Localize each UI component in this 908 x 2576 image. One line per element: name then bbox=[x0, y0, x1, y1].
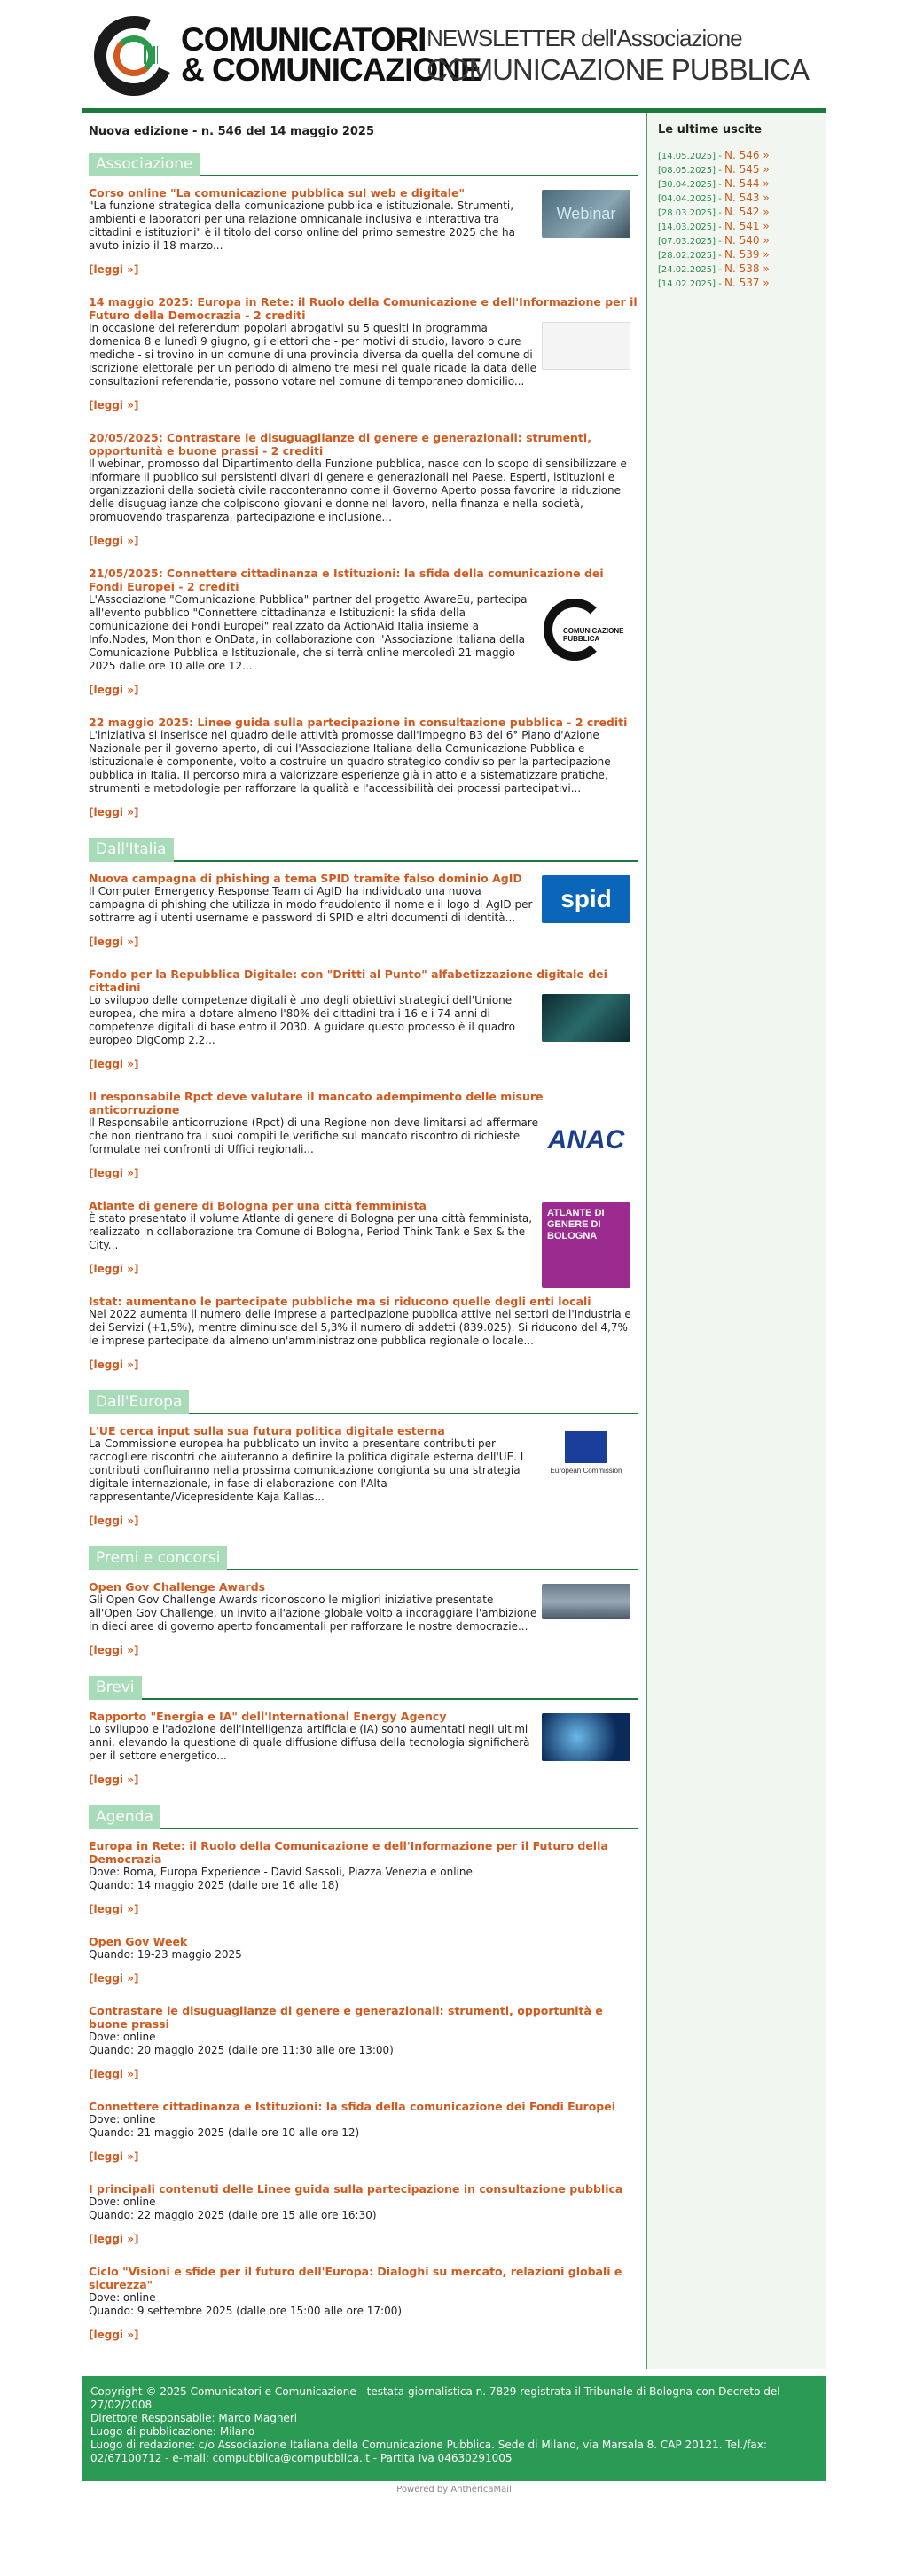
section-title: Agenda bbox=[89, 1805, 160, 1829]
article-title[interactable]: Corso online "La comunicazione pubblica sul web e digitale" bbox=[89, 186, 465, 200]
read-more-link[interactable]: [leggi »] bbox=[89, 1358, 139, 1371]
article-title[interactable]: Connettere cittadinanza e Istituzioni: la sfida della comunicazione dei Fondi Europei bbox=[89, 2100, 615, 2113]
article-title[interactable]: Ciclo "Visioni e sfide per il futuro dell'Europa: Dialoghi su mercato, relazioni globali e sicurezza" bbox=[89, 2265, 622, 2291]
read-more-link[interactable]: [leggi »] bbox=[89, 2329, 139, 2341]
issue-number[interactable]: N. 542 » bbox=[724, 206, 770, 218]
issue-link[interactable]: [14.05.2025] - N. 546 » bbox=[658, 149, 770, 161]
article-body: L'Associazione "Comunicazione Pubblica" partner del progetto AwareEu, partecipa all'evento pubblico "Connettere cittadinanza e Istituzioni: la sfida della comunicazione dei Fondi Europei" realizzato da ActionAid Italia insieme a Info.Nodes, Monithon e OnData, in collaborazione con l'Associazione Italiana della Comunicazione Pubblica e Istituzionale, che si terrà online mercoledì 21 maggio 2025 dalle ore 10 alle ore 12... bbox=[89, 593, 528, 672]
issue-number[interactable]: N. 538 » bbox=[724, 262, 770, 275]
section-premi-e-concorsi bbox=[89, 1546, 638, 1656]
issue-link[interactable]: [04.04.2025] - N. 543 » bbox=[658, 192, 770, 204]
header bbox=[82, 0, 826, 105]
article bbox=[89, 1295, 638, 1371]
footer-editorial-place: Luogo di redazione: c/o Associazione Italiana della Comunicazione Pubblica. Sede di Milano, via Marsala 8. CAP 20121. Tel./fax: 02/67100712 - e-mail: compubblica@compubblica.it - Partita Iva 04630291005 bbox=[90, 2439, 767, 2464]
atlante-image: ATLANTE DI GENERE DI BOLOGNA bbox=[542, 1202, 630, 1288]
newsletter bbox=[82, 0, 826, 2494]
article-body: Il webinar, promosso dal Dipartimento della Funzione pubblica, nasce con lo scopo di sensibilizzare e informare il pubblico sui persistenti divari di genere e generazionali nel Paese. Esperti, istituzioni e organizzazioni della società civile racconteranno come il Governo Aperto possa favorire la riduzione delle disuguaglianze che colpiscono giovani e donne nel lavoro, nella finanza e nella società, promuovendo trasparenza, partecipazione e inclusione... bbox=[89, 458, 627, 523]
article-title[interactable]: 20/05/2025: Contrastare le disuguaglianze di genere e generazionali: strumenti, opportunità e buone prassi - 2 crediti bbox=[89, 431, 591, 458]
article bbox=[89, 431, 638, 547]
comunicazione-pubblica-logo: COMUNICAZIONE PUBBLICA bbox=[542, 593, 630, 678]
issue-date: [14.05.2025] bbox=[658, 152, 716, 161]
read-more-link[interactable]: [leggi »] bbox=[89, 263, 139, 276]
section-associazione bbox=[89, 153, 638, 818]
article-title[interactable]: Istat: aumentano le partecipate pubbliche ma si riducono quelle degli enti locali bbox=[89, 1295, 591, 1308]
article bbox=[89, 1580, 638, 1656]
article bbox=[89, 716, 638, 818]
section-title: Dall'Europa bbox=[89, 1390, 189, 1414]
read-more-link[interactable]: [leggi »] bbox=[89, 2068, 139, 2080]
article-body: Lo sviluppo delle competenze digitali è uno degli obiettivi strategici dell'Unione europea, che mira a dotare almeno l'80% dei cittadini tra i 16 e i 74 anni di competenze digitali di base entro il 2030. A guidare questo processo è il quadro europeo DigComp 2.2... bbox=[89, 994, 515, 1046]
sidebar bbox=[647, 113, 826, 2369]
article-title[interactable]: Atlante di genere di Bologna per una città femminista bbox=[89, 1199, 427, 1212]
issue-link[interactable]: [28.03.2025] - N. 542 » bbox=[658, 206, 770, 218]
anac-logo: ANAC bbox=[542, 1116, 630, 1164]
article-title[interactable]: 22 maggio 2025: Linee guida sulla partecipazione in consultazione pubblica - 2 crediti bbox=[89, 716, 628, 729]
read-more-link[interactable]: [leggi »] bbox=[89, 1167, 139, 1179]
read-more-link[interactable]: [leggi »] bbox=[89, 2233, 139, 2245]
footer-director: Direttore Responsabile: Marco Magheri bbox=[90, 2412, 298, 2424]
issue-link[interactable]: [08.05.2025] - N. 545 » bbox=[658, 163, 770, 176]
article bbox=[89, 567, 638, 696]
brand-line-2: & COMUNICAZIONE bbox=[181, 51, 481, 88]
article bbox=[89, 1839, 638, 1915]
read-more-link[interactable]: [leggi »] bbox=[89, 1515, 139, 1527]
main-content bbox=[82, 113, 647, 2369]
issue-date: [24.02.2025] bbox=[658, 265, 716, 275]
read-more-link[interactable]: [leggi »] bbox=[89, 535, 139, 547]
article bbox=[89, 967, 638, 1070]
issue-link[interactable]: [14.03.2025] - N. 541 » bbox=[658, 220, 770, 232]
brand-line-1: COMUNICATORI bbox=[181, 21, 427, 58]
article-title[interactable]: Il responsabile Rpct deve valutare il mancato adempimento delle misure anticorruzione bbox=[89, 1090, 544, 1116]
article bbox=[89, 2100, 638, 2163]
section-brevi bbox=[89, 1676, 638, 1786]
article-title[interactable]: 14 maggio 2025: Europa in Rete: il Ruolo della Comunicazione e dell'Informazione per il Futuro della Democrazia - 2 crediti bbox=[89, 295, 638, 322]
article-title[interactable]: Europa in Rete: il Ruolo della Comunicazione e dell'Informazione per il Futuro della Democrazia bbox=[89, 1839, 608, 1866]
article-title[interactable]: Nuova campagna di phishing a tema SPID tramite falso dominio AgID bbox=[89, 872, 522, 885]
spid-logo: spid bbox=[542, 875, 630, 923]
issue-date: [14.02.2025] bbox=[658, 279, 716, 289]
section-header bbox=[89, 1805, 638, 1832]
read-more-link[interactable]: [leggi »] bbox=[89, 936, 139, 948]
article-body: L'iniziativa si inserisce nel quadro delle attività promosse dall'impegno B3 del 6° Piano d'Azione Nazionale per il governo aperto, di cui l'Associazione Italiana della Comunicazione Pubblica e Istituzionale è componente, volto a costruire un quadro strategico condiviso per la partecipazione pubblica in Italia. Il percorso mira a valorizzare esperienze già in atto e a sistematizzare pratiche, strumenti e metodologie per rafforzare la qualità e l'accessibilità dei processi partecipativi... bbox=[89, 729, 611, 795]
article-title[interactable]: Fondo per la Repubblica Digitale: con "Dritti al Punto" alfabetizzazione digitale dei cittadini bbox=[89, 967, 607, 994]
article bbox=[89, 1935, 638, 1985]
article bbox=[89, 1199, 638, 1275]
read-more-link[interactable]: [leggi »] bbox=[89, 806, 139, 818]
section-dall-italia bbox=[89, 838, 638, 1371]
digital-image bbox=[542, 994, 630, 1042]
article bbox=[89, 1710, 638, 1786]
section-header bbox=[89, 153, 638, 179]
article bbox=[89, 1424, 638, 1527]
article-title[interactable]: Open Gov Week bbox=[89, 1935, 188, 1948]
issues-list bbox=[654, 149, 819, 291]
read-more-link[interactable]: [leggi »] bbox=[89, 1903, 139, 1915]
issue-number[interactable]: N. 544 » bbox=[724, 177, 770, 190]
section-title: Dall'Italia bbox=[89, 838, 174, 862]
section-header bbox=[89, 1676, 638, 1703]
article-body: Lo sviluppo e l'adozione dell'intelligenza artificiale (IA) sono aumentati negli ultimi anni, elevando la questione di quale diffusione diffusa della tecnologia significherà per il settore energetico... bbox=[89, 1723, 530, 1762]
opengov-image bbox=[542, 1584, 630, 1619]
section-header bbox=[89, 838, 638, 865]
article bbox=[89, 2182, 638, 2245]
article bbox=[89, 295, 638, 411]
article-title[interactable]: 21/05/2025: Connettere cittadinanza e Istituzioni: la sfida della comunicazione dei Fondi Europei - 2 crediti bbox=[89, 567, 604, 593]
newsletter-line-1: NEWSLETTER dell'Associazione bbox=[427, 25, 742, 51]
issue-link[interactable]: [30.04.2025] - N. 544 » bbox=[658, 177, 770, 190]
issue-number[interactable]: N. 545 » bbox=[724, 163, 770, 176]
article bbox=[89, 1090, 638, 1179]
issue-date: [28.02.2025] bbox=[658, 251, 716, 261]
section-title: Associazione bbox=[89, 153, 200, 176]
read-more-link[interactable]: [leggi »] bbox=[89, 1058, 139, 1070]
issue-link[interactable]: [07.03.2025] - N. 540 » bbox=[658, 234, 770, 247]
article-body: Il Computer Emergency Response Team di AgID ha individuato una nuova campagna di phishing che utilizza in modo fraudolento il nome e il logo di AgID per sottrarre agli utenti username e password di SPID e altri documenti di identità... bbox=[89, 885, 533, 924]
article-body: La Commissione europea ha pubblicato un invito a presentare contributi per raccogliere riscontri che aiuteranno a definire la politica digitale esterna dell'UE. I contributi confluiranno nella prossima comunicazione congiunta su una strategia digitale internazionale, in fase di elaborazione con l'Alta rappresentante/Vicepresidente Kaja Kallas... bbox=[89, 1437, 524, 1503]
newsletter-line-2: COMUNICAZIONE PUBBLICA bbox=[427, 53, 809, 86]
issue-date: [30.04.2025] bbox=[658, 180, 716, 190]
issue-number[interactable]: N. 540 » bbox=[724, 234, 770, 247]
sidebar-title: Le ultime uscite bbox=[658, 123, 763, 137]
issue-number[interactable]: N. 539 » bbox=[724, 248, 770, 261]
article bbox=[89, 2004, 638, 2080]
footer-copyright: Copyright © 2025 Comunicatori e Comunicazione - testata giornalistica n. 7829 registrata il Tribunale di Bologna con Decreto del 27/02/2008 bbox=[90, 2385, 780, 2411]
article-body: Dove: Roma, Europa Experience - David Sassoli, Piazza Venezia e online Quando: 14 maggio 2025 (dalle ore 16 alle 18) bbox=[89, 1866, 473, 1891]
issue-number[interactable]: N. 541 » bbox=[724, 220, 770, 232]
eu-commission-logo: European Commission bbox=[542, 1428, 630, 1486]
issue-date: [07.03.2025] bbox=[658, 237, 716, 247]
read-more-link[interactable]: [leggi »] bbox=[89, 1972, 139, 1985]
article-body: Nel 2022 aumenta il numero delle imprese a partecipazione pubblica attive nei settori dell'Industria e dei Servizi (+1,5%), mentre diminuisce del 5,3% il numero di addetti (839.025). Si riducono del 4,7% le imprese partecipate da almeno un'amministrazione pubblica regionale o locale... bbox=[89, 1308, 631, 1347]
article-body: Il Responsabile anticorruzione (Rpct) di una Regione non deve limitarsi ad affermare che non rientrano tra i suoi compiti le verifiche sul mancato riscontro di richieste formulate nei confronti di Uffici regionali... bbox=[89, 1116, 538, 1155]
article-title[interactable]: I principali contenuti delle Linee guida sulla partecipazione in consultazione pubblica bbox=[89, 2182, 623, 2196]
article-body: In occasione dei referendum popolari abrogativi su 5 quesiti in programma domenica 8 e lunedì 9 giugno, gli elettori che - per motivi di studio, lavoro o cure mediche - si trovino in un comune di una provincia diversa da quella del comune di iscrizione elettorale per un periodo di almeno tre mesi nel quale ricade la data delle consultazioni referendarie, possono votare nel comune di temporaneo domicilio... bbox=[89, 322, 537, 388]
article-body: Quando: 19-23 maggio 2025 bbox=[89, 1948, 242, 1961]
article bbox=[89, 186, 638, 276]
sections bbox=[89, 153, 638, 2341]
section-title: Premi e concorsi bbox=[89, 1546, 227, 1570]
section-header bbox=[89, 1390, 638, 1417]
article-body: Dove: online Quando: 21 maggio 2025 (dalle ore 10 alle ore 12) bbox=[89, 2113, 360, 2139]
article bbox=[89, 2265, 638, 2341]
article-title[interactable]: Open Gov Challenge Awards bbox=[89, 1580, 266, 1593]
issue-link[interactable]: [14.02.2025] - N. 537 » bbox=[658, 277, 770, 289]
section-agenda bbox=[89, 1805, 638, 2341]
issue-number[interactable]: N. 546 » bbox=[724, 149, 770, 161]
section-title: Brevi bbox=[89, 1676, 142, 1700]
footer bbox=[82, 2376, 826, 2481]
footer-publication-place: Luogo di pubblicazione: Milano bbox=[90, 2425, 255, 2438]
article-body: Gli Open Gov Challenge Awards riconoscono le migliori iniziative presentate all'Open Gov Challenge, un invito all'azione globale volto a incoraggiare l'ambizione in dieci aree di governo aperto fondamentali per rafforzare le nostre democrazie... bbox=[89, 1593, 537, 1633]
issue-number[interactable]: N. 537 » bbox=[724, 277, 770, 289]
powered-by: Powered by AnthericaMail bbox=[396, 2485, 512, 2494]
issue-date: [04.04.2025] bbox=[658, 194, 716, 204]
read-more-link[interactable]: [leggi »] bbox=[89, 1263, 139, 1275]
issue-link[interactable]: [28.02.2025] - N. 539 » bbox=[658, 248, 770, 261]
article bbox=[89, 872, 638, 948]
read-more-link[interactable]: [leggi »] bbox=[89, 1644, 139, 1656]
article-body: Dove: online Quando: 20 maggio 2025 (dalle ore 11:30 alle ore 13:00) bbox=[89, 2031, 394, 2056]
issue-link[interactable]: [24.02.2025] - N. 538 » bbox=[658, 262, 770, 275]
issue-date: [28.03.2025] bbox=[658, 208, 716, 218]
article-title[interactable]: Rapporto "Energia e IA" dell'International Energy Agency bbox=[89, 1710, 447, 1723]
edition-title: Nuova edizione - n. 546 del 14 maggio 2025 bbox=[89, 125, 375, 138]
eu-rete-image bbox=[542, 322, 630, 370]
article-body: "La funzione strategica della comunicazione pubblica e istituzionale. Strumenti, ambienti e laboratori per una relazione omnicanale inclusiva e interattiva tra cittadini e istituzioni" è il titolo del corso online del primo semestre 2025 che ha avuto inizio il 18 marzo... bbox=[89, 200, 516, 252]
issue-number[interactable]: N. 543 » bbox=[724, 192, 770, 204]
issue-date: [14.03.2025] bbox=[658, 223, 716, 232]
section-dall-europa bbox=[89, 1390, 638, 1527]
read-more-link[interactable]: [leggi »] bbox=[89, 684, 139, 696]
section-header bbox=[89, 1546, 638, 1573]
webinar-image: Webinar bbox=[542, 190, 630, 238]
article-title[interactable]: Contrastare le disuguaglianze di genere e generazionali: strumenti, opportunità e buone prassi bbox=[89, 2004, 603, 2031]
ai-image bbox=[542, 1713, 630, 1761]
read-more-link[interactable]: [leggi »] bbox=[89, 1773, 139, 1786]
issue-date: [08.05.2025] bbox=[658, 166, 716, 176]
article-body: Dove: online Quando: 9 settembre 2025 (dalle ore 15:00 alle ore 17:00) bbox=[89, 2291, 403, 2317]
newsletter-title bbox=[427, 25, 809, 88]
read-more-link[interactable]: [leggi »] bbox=[89, 2150, 139, 2163]
article-body: È stato presentato il volume Atlante di genere di Bologna per una città femminista, realizzato in collaborazione tra Comune di Bologna, Period Think Tank e Sex & the City... bbox=[89, 1212, 533, 1251]
article-title[interactable]: L'UE cerca input sulla sua futura politica digitale esterna bbox=[89, 1424, 445, 1437]
read-more-link[interactable]: [leggi »] bbox=[89, 399, 139, 411]
article-body: Dove: online Quando: 22 maggio 2025 (dalle ore 15 alle ore 16:30) bbox=[89, 2196, 377, 2221]
